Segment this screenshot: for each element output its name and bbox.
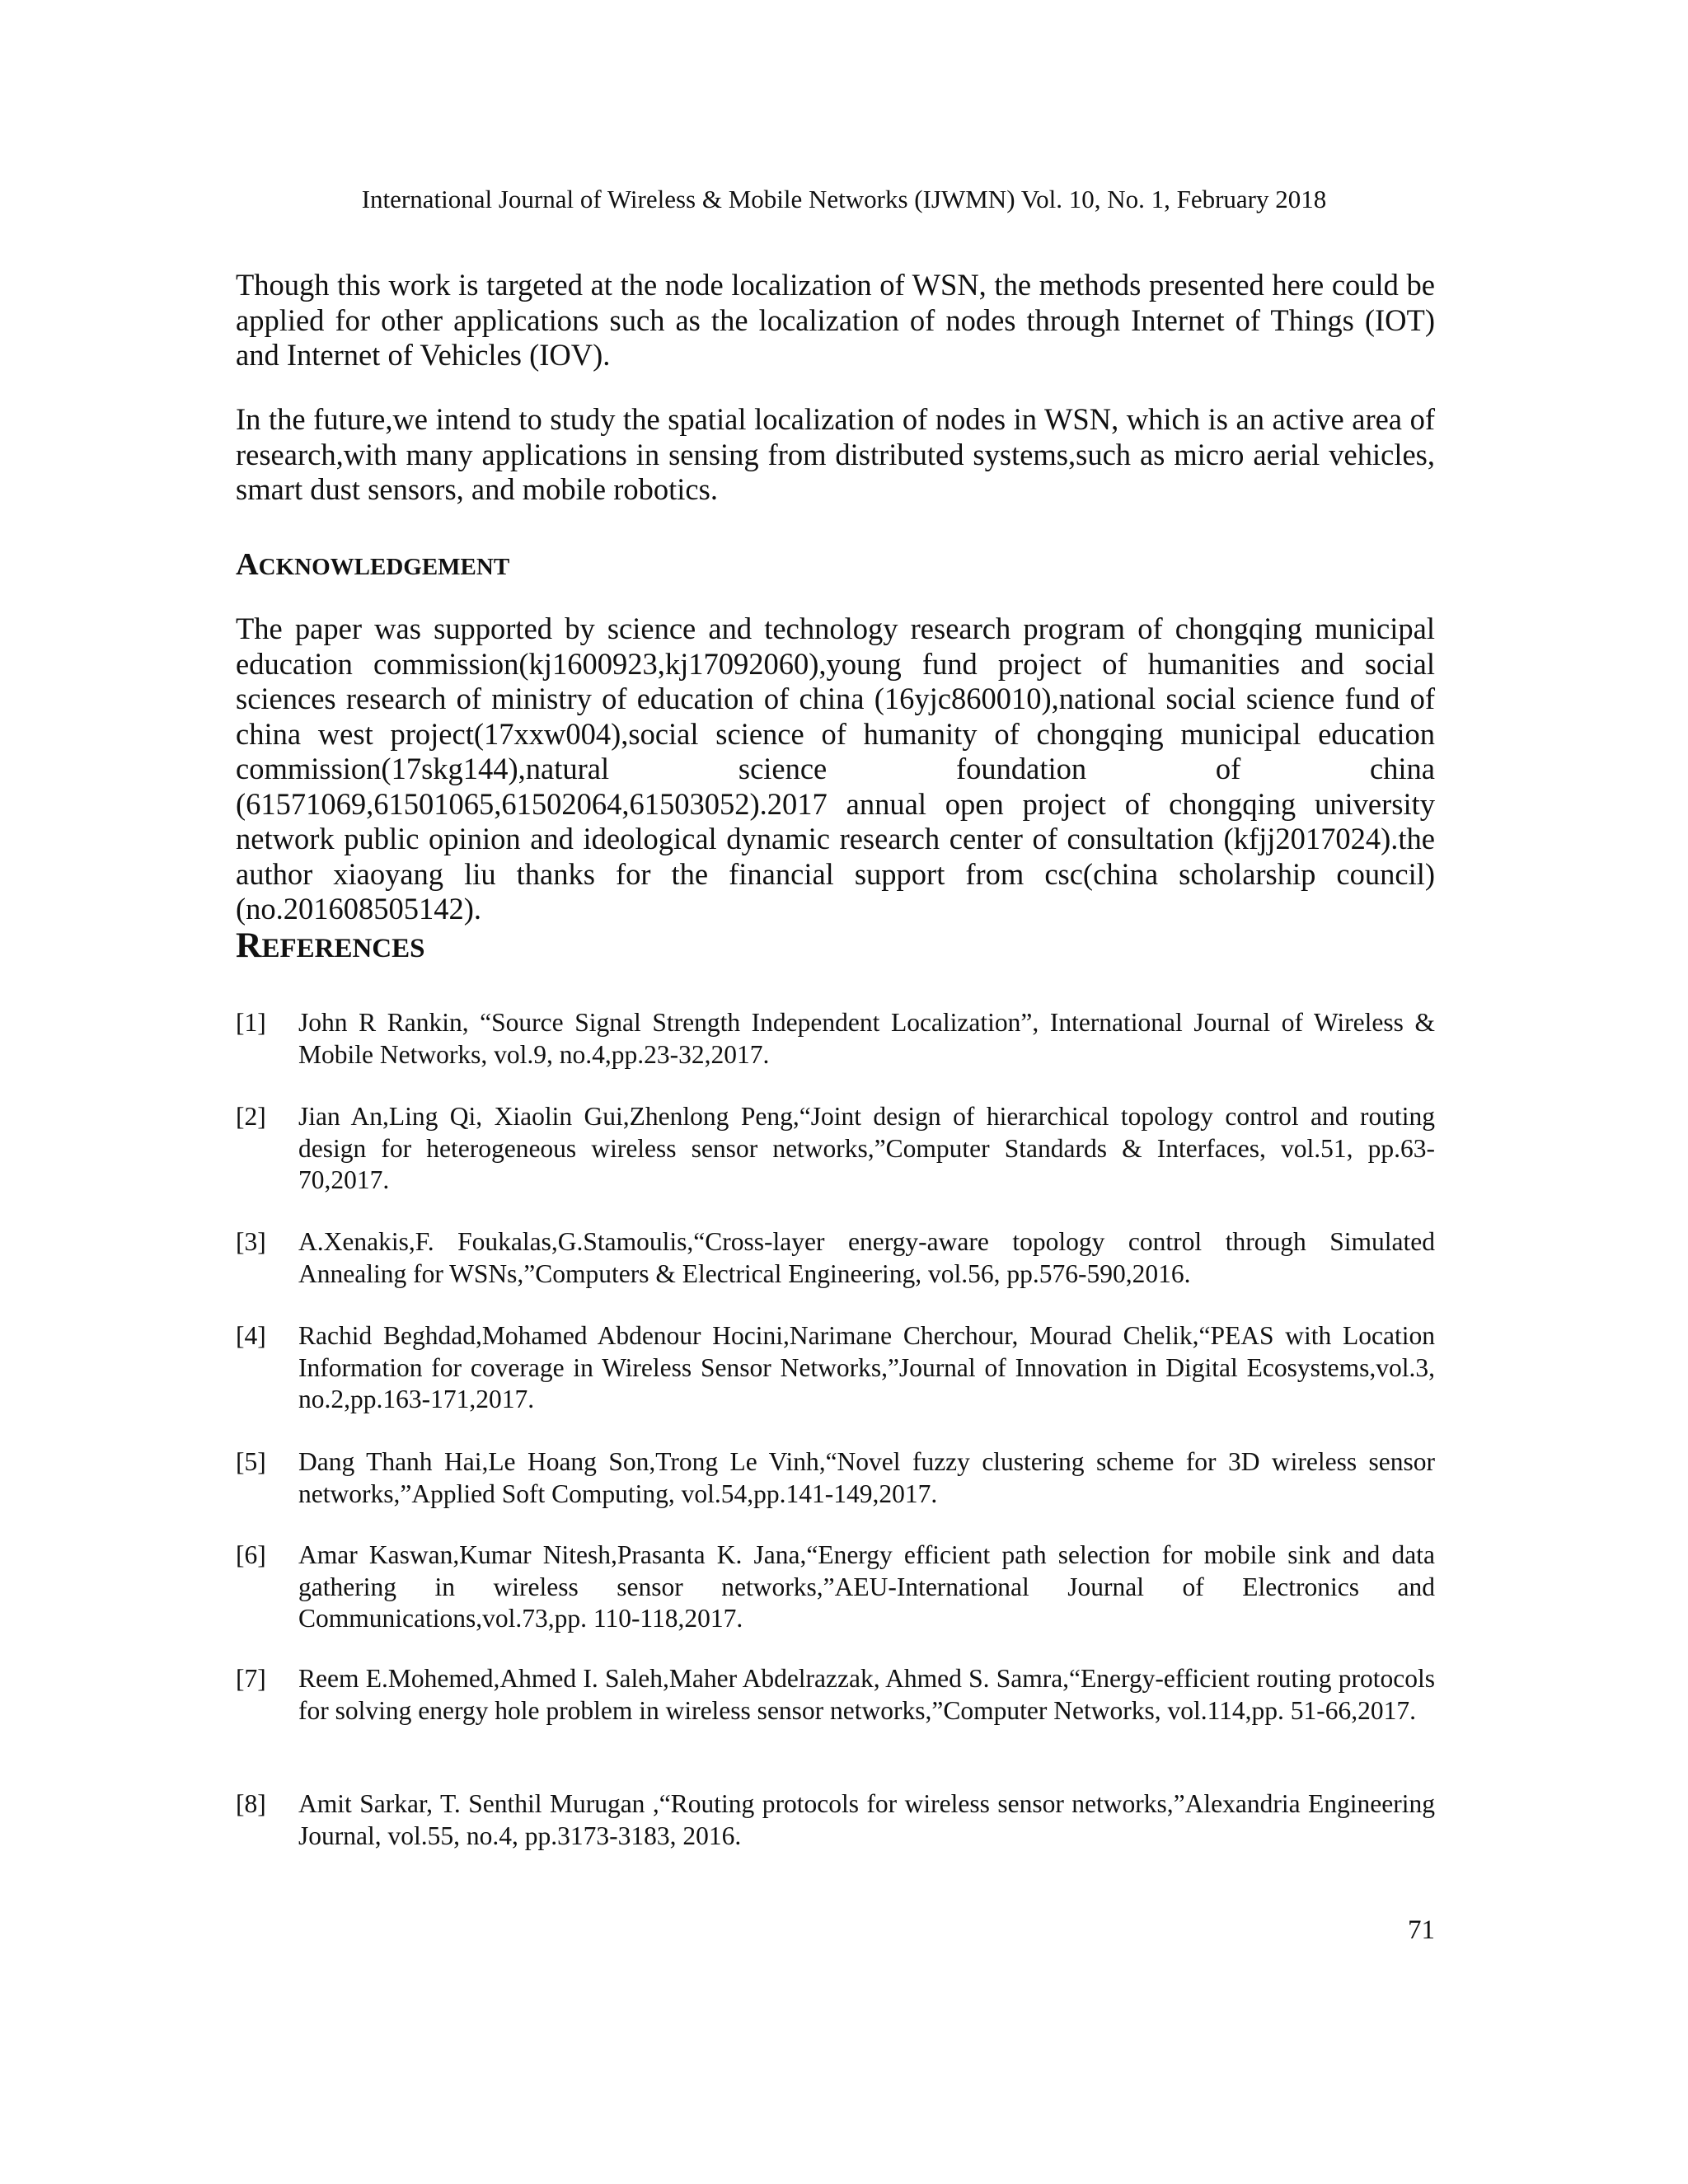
body-paragraph: Though this work is targeted at the node localization of WSN, the methods presented here could be applied for other applications such as the localization of nodes through Internet of Things (IOT) and Internet of Vehicles (IOV).: [236, 268, 1435, 372]
reference-number: [3]: [236, 1227, 266, 1256]
heading-initial: A: [236, 547, 259, 582]
reference-item: [236, 1101, 1435, 1197]
reference-item: [236, 1663, 1435, 1727]
reference-number: [7]: [236, 1664, 266, 1693]
reference-text: Amit Sarkar, T. Senthil Murugan ,“Routing protocols for wireless sensor networks,”Alexandria Engineering Journal, vol.55, no.4, pp.3173-3183, 2016.: [298, 1789, 1435, 1850]
reference-item: [236, 1007, 1435, 1071]
reference-item: [236, 1226, 1435, 1290]
references-heading: [236, 928, 425, 966]
reference-text: Reem E.Mohemed,Ahmed I. Saleh,Maher Abdelrazzak, Ahmed S. Samra,“Energy-efficient routing protocols for solving energy hole problem in wireless sensor networks,”Computer Networks, vol.114,pp. 51-66,2017.: [298, 1664, 1435, 1725]
reference-text: Jian An,Ling Qi, Xiaolin Gui,Zhenlong Peng,“Joint design of hierarchical topology control and routing design for heterogeneous wireless sensor networks,”Computer Standards & Interfaces, vol.51, pp.63-70,2017.: [298, 1102, 1435, 1194]
reference-item: [236, 1320, 1435, 1416]
reference-text: John R Rankin, “Source Signal Strength Independent Localization”, International Journal of Wireless & Mobile Networks, vol.9, no.4,pp.23-32,2017.: [298, 1008, 1435, 1069]
reference-number: [8]: [236, 1789, 266, 1818]
reference-item: [236, 1446, 1435, 1510]
running-header: International Journal of Wireless & Mobile Networks (IJWMN) Vol. 10, No. 1, February 2018: [361, 185, 1327, 213]
acknowledgement-text: The paper was supported by science and technology research program of chongqing municipal education commission(kj1600923,kj17092060),young fund project of humanities and social sciences research of ministry of education of china (16yjc860010),national social science fund of china west project(17xxw004),social science of humanity of chongqing municipal education commission(17skg144),natural science foundation of china (61571069,61501065,61502064,61503052).2017 annual open project of chongqing university network public opinion and ideological dynamic research center of consultation (kfjj2017024).the author xiaoyang liu thanks for the financial support from csc(china scholarship council)(no.201608505142).: [236, 612, 1435, 926]
heading-initial: R: [236, 926, 262, 965]
reference-number: [6]: [236, 1540, 266, 1569]
reference-item: [236, 1788, 1435, 1852]
heading-rest: EFERENCES: [261, 934, 425, 963]
reference-number: [1]: [236, 1008, 266, 1037]
reference-number: [5]: [236, 1447, 266, 1476]
page-number: 71: [1408, 1915, 1435, 1945]
reference-number: [2]: [236, 1102, 266, 1131]
reference-text: Amar Kaswan,Kumar Nitesh,Prasanta K. Jana,“Energy efficient path selection for mobile sink and data gathering in wireless sensor networks,”AEU-International Journal of Electronics and Communications,vol.73,pp. 110-118,2017.: [298, 1540, 1435, 1633]
acknowledgement-heading: [236, 547, 510, 582]
reference-text: Dang Thanh Hai,Le Hoang Son,Trong Le Vinh,“Novel fuzzy clustering scheme for 3D wireless sensor networks,”Applied Soft Computing, vol.54,pp.141-149,2017.: [298, 1447, 1435, 1508]
reference-number: [4]: [236, 1321, 266, 1350]
reference-text: A.Xenakis,F. Foukalas,G.Stamoulis,“Cross-layer energy-aware topology control through Simulated Annealing for WSNs,”Computers & Electrical Engineering, vol.56, pp.576-590,2016.: [298, 1227, 1435, 1288]
heading-rest: CKNOWLEDGEMENT: [258, 554, 510, 580]
body-paragraph: In the future,we intend to study the spatial localization of nodes in WSN, which is an active area of research,with many applications in sensing from distributed systems,such as micro aerial vehicles, smart dust sensors, and mobile robotics.: [236, 402, 1435, 506]
reference-item: [236, 1540, 1435, 1635]
reference-text: Rachid Beghdad,Mohamed Abdenour Hocini,Narimane Cherchour, Mourad Chelik,“PEAS with Location Information for coverage in Wireless Sensor Networks,”Journal of Innovation in Digital Ecosystems,vol.3, no.2,pp.163-171,2017.: [298, 1321, 1435, 1413]
